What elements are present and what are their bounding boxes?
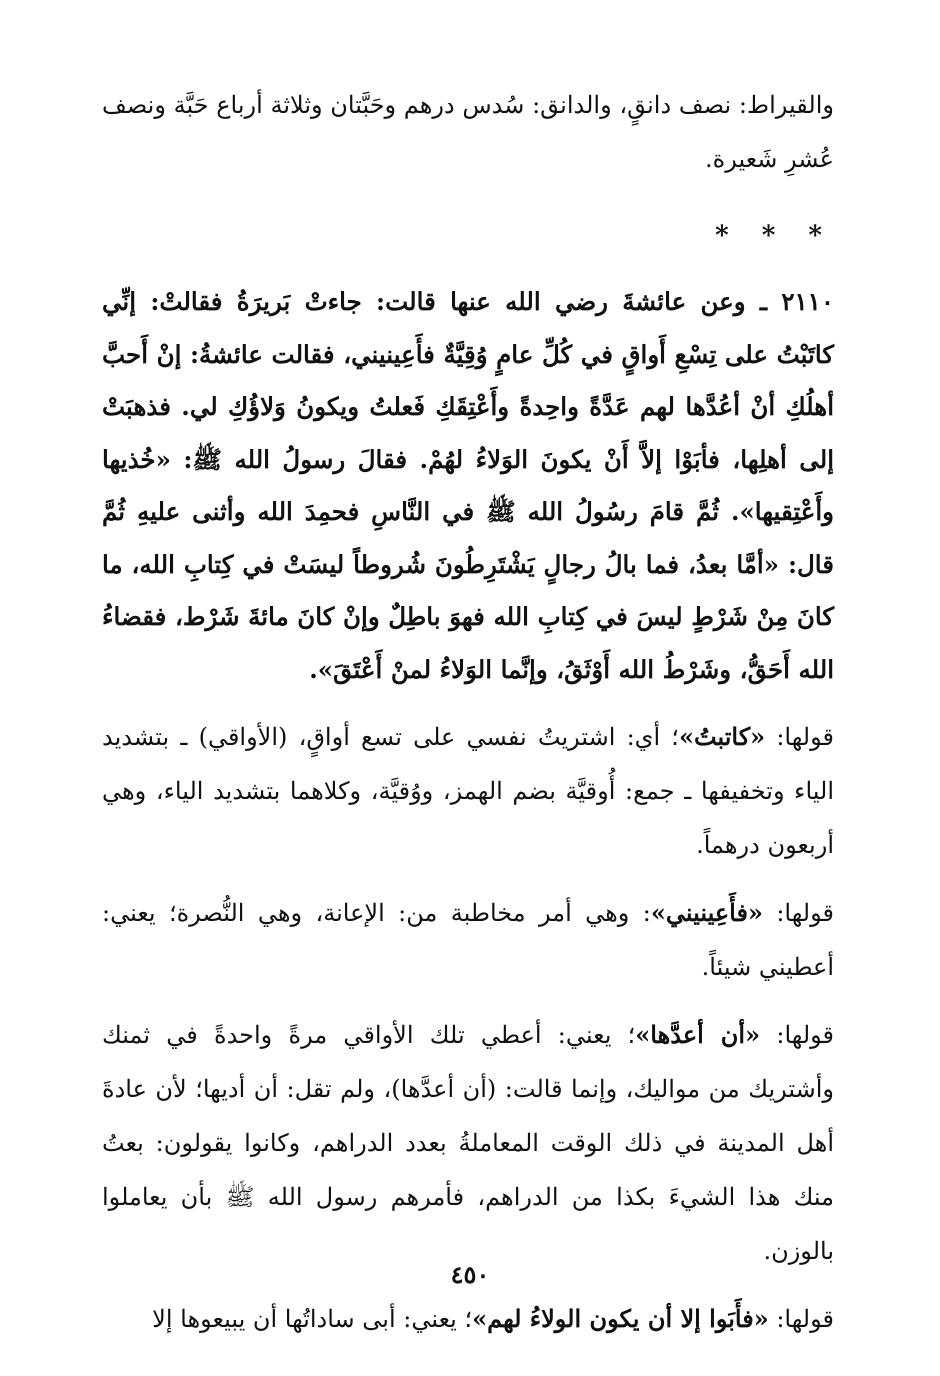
page-body bbox=[102, 78, 834, 1360]
commentary-quote: «كاتبتُ» bbox=[678, 722, 766, 751]
page-number: ٤٥٠ bbox=[450, 1260, 490, 1289]
commentary-lead: قولها: bbox=[760, 1021, 835, 1049]
commentary-paragraph bbox=[102, 710, 834, 872]
commentary-text: ؛ يعني: أعطي تلك الأواقي مرةً واحدةً في ثمنك وأشتريك من مواليك، وإنما قالت: (أن أعدَّها)، ولم تقل: أن أديها؛ لأن عادةَ أهل المدينة في ذلك الوقت المعاملةُ بعدد الدراهم، وكانوا يقولون: بعتُ منك هذا الشيءَ بكذا من الدراهم، فأمرهم رسول الله ﷺ بأن يعاملوا بالوزن. bbox=[102, 1021, 834, 1265]
section-separator: * * * bbox=[715, 221, 834, 251]
commentary-paragraph bbox=[102, 886, 834, 994]
commentary-text: ؛ يعني: أبى ساداتُها أن يبيعوها إلا bbox=[152, 1305, 473, 1333]
commentary-quote: «فأَعِينيني» bbox=[650, 898, 763, 927]
top-note: والقيراط: نصف دانقٍ، والدانق: سُدس درهم وحَبَّتان وثلاثة أرباع حَبَّة ونصف عُشرِ شَعيرة. bbox=[102, 91, 834, 173]
commentary-paragraph bbox=[102, 1292, 834, 1346]
commentary-text: : وهي أمر مخاطبة من: الإعانة، وهي النُّصرة؛ يعني: أعطيني شيئاً. bbox=[102, 899, 834, 981]
commentary-lead: قولها: bbox=[768, 1305, 834, 1333]
commentary-quote: «أن أعدَّها» bbox=[635, 1020, 761, 1049]
commentary-text: ؛ أي: اشتريتُ نفسي على تسع أواقٍ، (الأواقي) ـ بتشديد الياء وتخفيفها ـ جمع: أُوقيَّة بضم الهمز، ووُقيَّة، وكلاهما بتشديد الياء، وهي أربعون درهماً. bbox=[102, 723, 834, 859]
commentary-quote: «فأَبَوا إلا أن يكون الولاءُ لهم» bbox=[472, 1304, 769, 1333]
commentary-lead: قولها: bbox=[762, 899, 834, 927]
hadith-2110: ٢١١٠ ـ وعن عائشةَ رضي الله عنها قالت: جاءتْ بَريرَةُ فقالتْ: إنِّي كاتَبْتُ على تِسْعِ أَواقٍ في كُلِّ عامٍ وُقِيَّةٌ فأَعِينيني، فقالت عائشةُ: إنْ أَحبَّ أهلُكِ أنْ أعُدَّها لهم عَدَّةً واحِدةً وأَعْتِقَكِ فَعلتُ ويكونُ وَلاؤُكِ لي. فذهبَتْ إلى أهلِها، فأبَوْا إلاَّ أَنْ يكونَ الوَلاءُ لهُمْ. فقالَ رسولُ الله ﷺ: «خُذيها وأَعْتِقيها». ثُمَّ قامَ رسُولُ الله ﷺ في النَّاسِ فحمِدَ الله وأثنى عليهِ ثُمَّ قال: «أمَّا بعدُ، فما بالُ رجالٍ يَشْتَرِطُونَ شُروطاً ليسَتْ في كِتابِ الله، ما كانَ مِنْ شَرْطٍ ليسَ في كِتابِ الله فهوَ باطِلٌ وإنْ كانَ مائةَ شَرْط، فقضاءُ الله أَحَقُّ، وشَرْطُ الله أَوْثَقُ، وإنَّما الوَلاءُ لمنْ أَعْتَقَ». bbox=[102, 287, 834, 684]
commentary-lead: قولها: bbox=[765, 723, 834, 751]
commentary-paragraph bbox=[102, 1008, 834, 1278]
